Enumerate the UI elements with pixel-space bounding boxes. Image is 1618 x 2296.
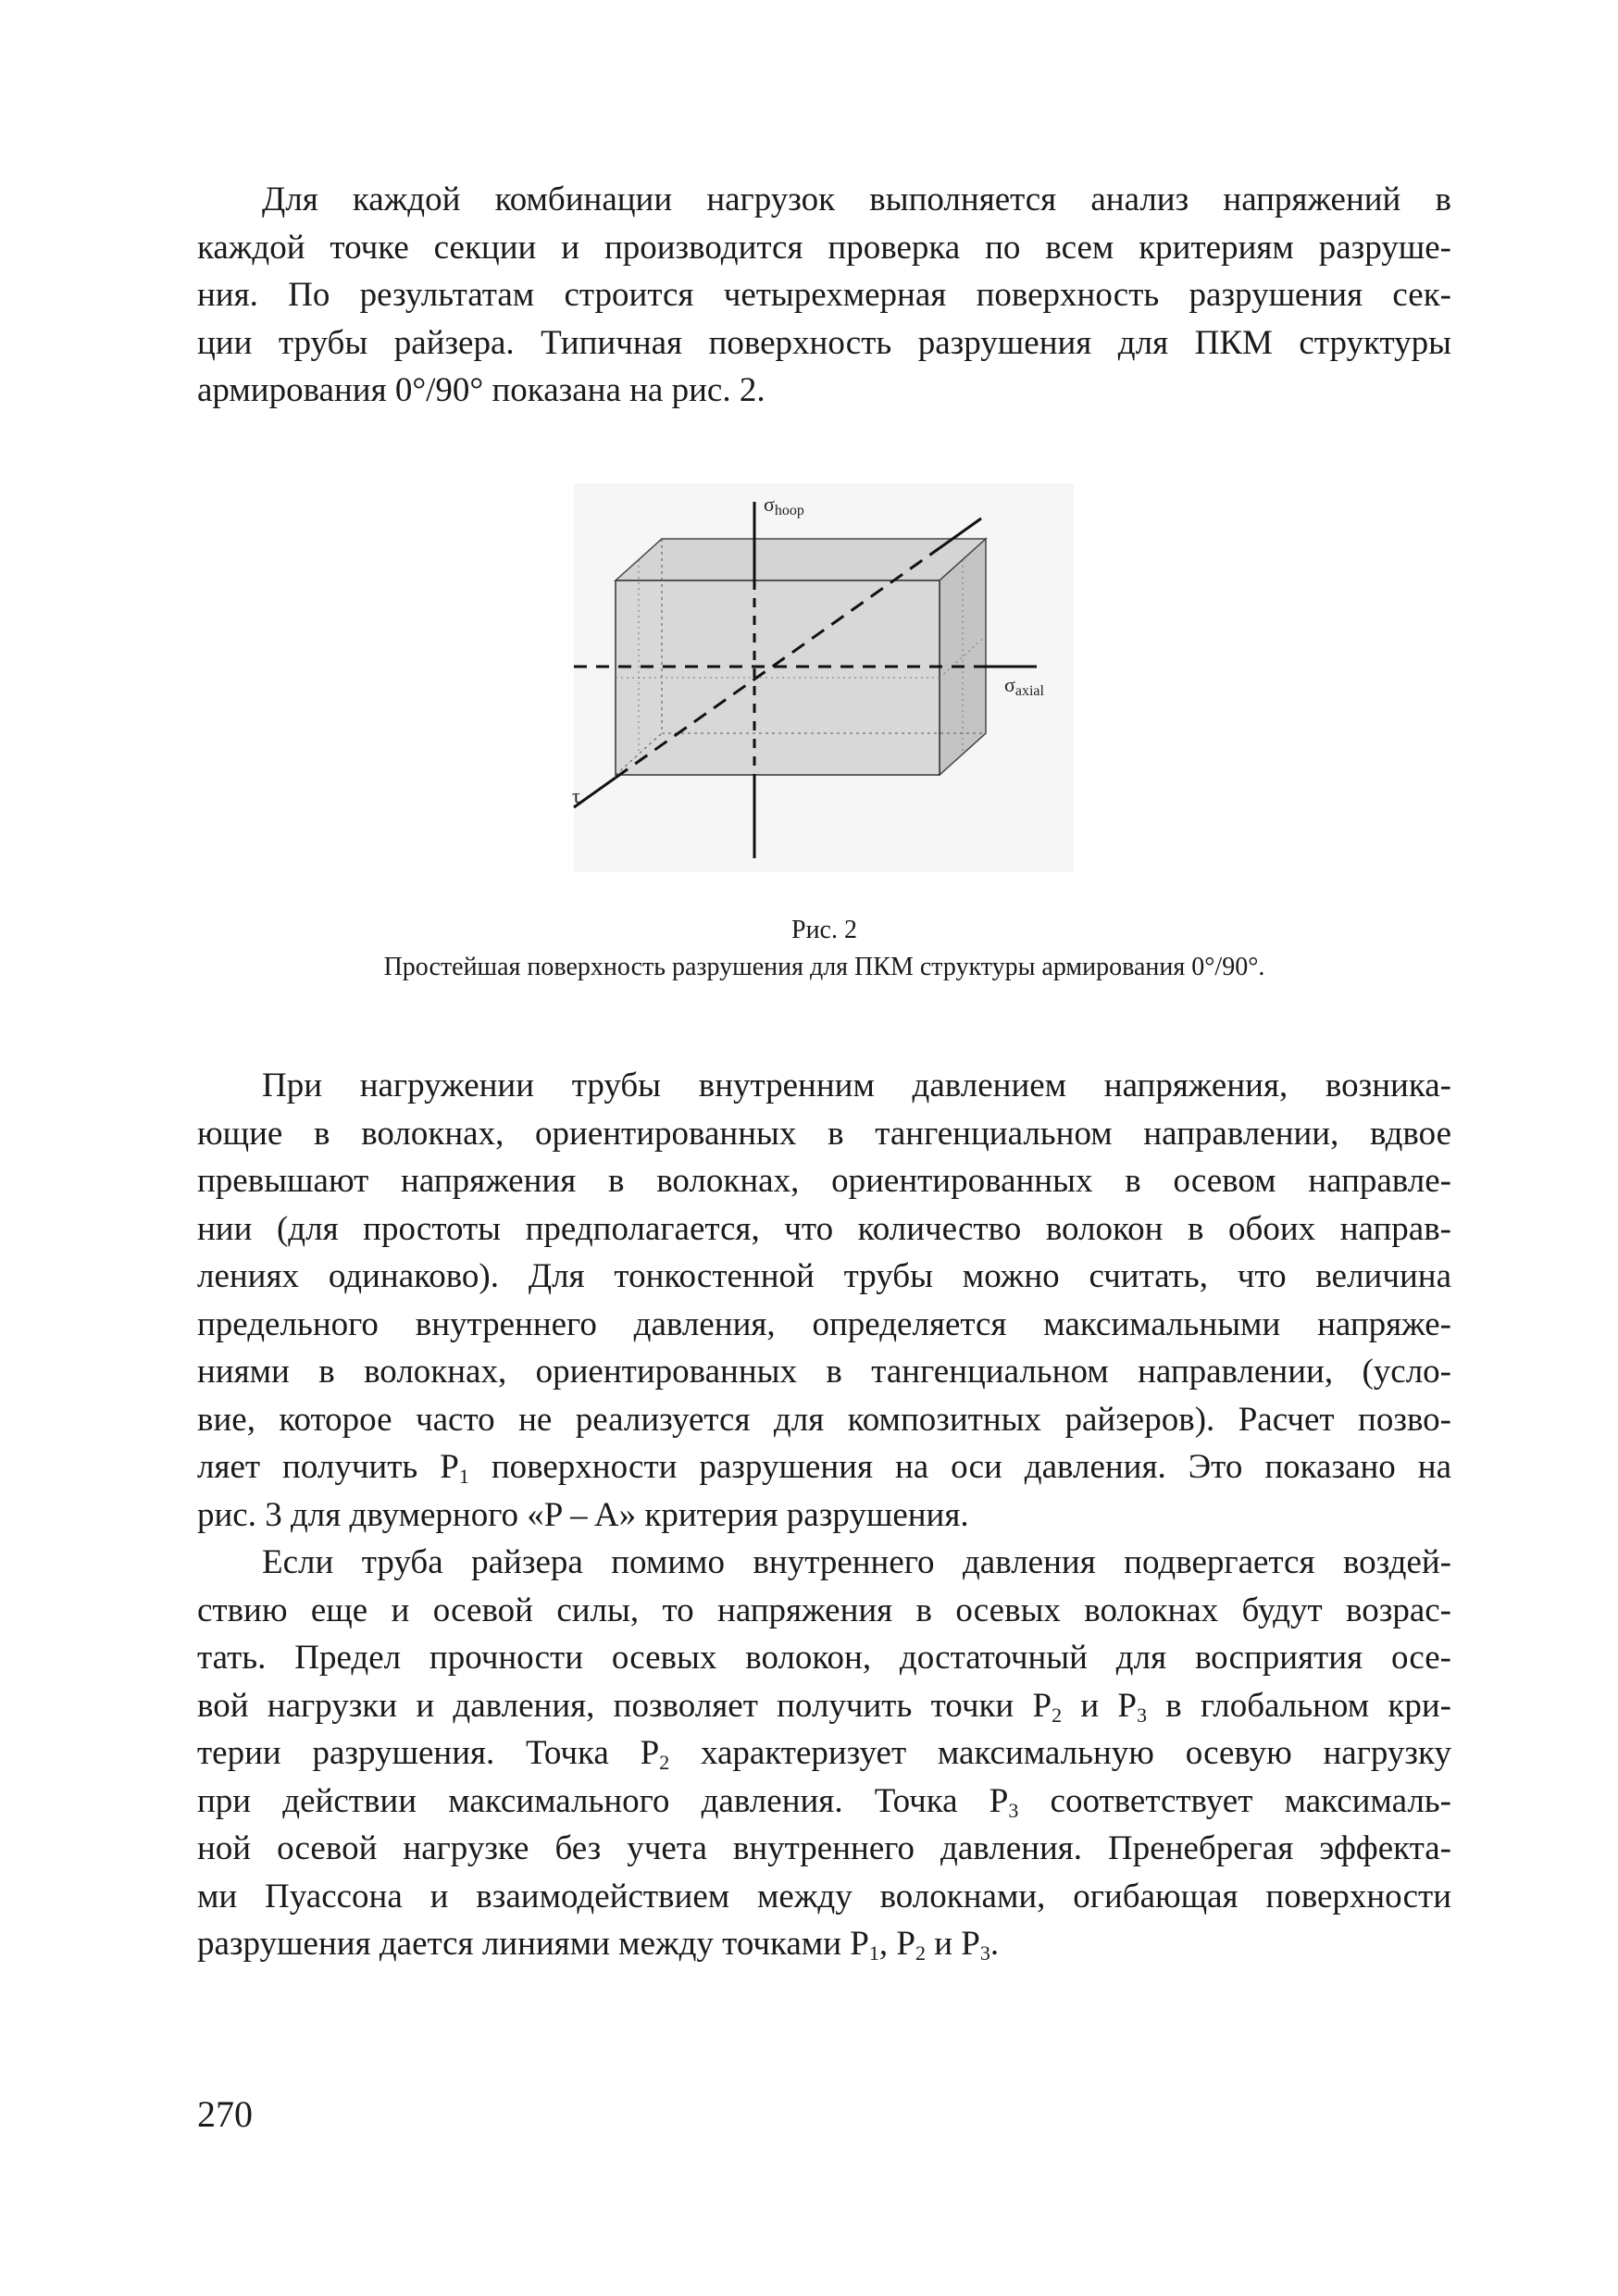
paragraph-line: ющие в волокнах, ориентированных в тангенциальном направлении, вдвое — [197, 1114, 1451, 1153]
text-fragment: соответствует максималь- — [1018, 1781, 1451, 1820]
subscript: 3 — [1008, 1798, 1019, 1822]
paragraph-line: ниями в волокнах, ориентированных в тангенциальном направлении, (усло- — [197, 1353, 1451, 1391]
subscript: 3 — [979, 1941, 990, 1965]
axial-axis-label: σaxial — [1004, 673, 1044, 699]
failure-surface-diagram — [574, 483, 1074, 872]
text-fragment: характеризует максимальную осевую нагрузку — [669, 1734, 1451, 1772]
text-fragment: в глобальном кри- — [1146, 1686, 1451, 1725]
subscript: 2 — [659, 1751, 670, 1774]
paragraph-line: предельного внутреннего давления, определяется максимальными напряже- — [197, 1304, 1451, 1343]
paragraph-line: Для каждой комбинации нагрузок выполняется анализ напряжений в — [262, 181, 1451, 218]
paragraph-3-line — [197, 1729, 1451, 1778]
paragraph-3-line — [197, 1682, 1451, 1730]
figure-caption-number: Рис. 2 — [791, 916, 857, 944]
paragraph-line: При нагружении трубы внутренним давлением напряжения, возника- — [262, 1067, 1451, 1104]
paragraph-line: армирования 0°/90° показана на рис. 2. — [197, 371, 765, 409]
text-fragment: . — [989, 1925, 1000, 1963]
paragraph-3-line: ной осевой нагрузке без учета внутреннего давления. Пренебрегая эффекта- — [197, 1829, 1451, 1867]
paragraph-3-line: ми Пуассона и взаимодействием между волокнами, огибающая поверхности — [197, 1877, 1451, 1915]
subscript: 1 — [458, 1465, 469, 1488]
paragraph-1 — [197, 176, 1451, 415]
paragraph-line: каждой точке секции и производится проверка по всем критериям разруше- — [197, 228, 1451, 267]
text-fragment: ляет получить P — [197, 1448, 459, 1486]
subscript: 3 — [1136, 1703, 1147, 1727]
paragraph-line: вие, которое часто не реализуется для композитных райзеров). Расчет позво- — [197, 1400, 1451, 1439]
text-fragment: разрушения дается линиями между точками P — [197, 1925, 869, 1963]
figure-caption-text: Простейшая поверхность разрушения для ПКМ структуры армирования 0°/90°. — [383, 953, 1265, 981]
text-fragment: терии разрушения. Точка P — [197, 1734, 660, 1772]
paragraph-line: лениях одинаково). Для тонкостенной трубы можно считать, что величина — [197, 1257, 1451, 1295]
text-fragment: вой нагрузки и давления, позволяет получить точки P — [197, 1686, 1052, 1725]
text-fragment: поверхности разрушения на оси давления. Это показано на — [468, 1448, 1451, 1486]
paragraph-3-line — [197, 1778, 1451, 1826]
paragraph-3-line: ствию еще и осевой силы, то напряжения в осевых волокнах будут возрас- — [197, 1591, 1451, 1629]
text-fragment: при действии максимального давления. Точка P — [197, 1781, 1009, 1820]
subscript: 2 — [915, 1941, 926, 1965]
paragraph-line: превышают напряжения в волокнах, ориентированных в осевом направле- — [197, 1162, 1451, 1200]
paragraph-2 — [197, 1062, 1451, 1968]
failure-surface-figure — [574, 483, 1074, 872]
text-fragment: и P — [1062, 1686, 1137, 1725]
paragraph-line: нии (для простоты предполагается, что количество волокон в обоих направ- — [197, 1209, 1451, 1248]
paragraph-line: рис. 3 для двумерного «P – A» критерия разрушения. — [197, 1495, 969, 1534]
tau-axis-label: τ — [572, 784, 580, 807]
paragraph-line — [197, 1443, 1451, 1491]
paragraph-3-line — [197, 1920, 1451, 1968]
box-top-face — [616, 539, 986, 580]
subscript: 2 — [1052, 1703, 1063, 1727]
paragraph-3-line: Если труба райзера помимо внутреннего давления подвергается воздей- — [262, 1543, 1451, 1581]
paragraph-line: ции трубы райзера. Типичная поверхность разрушения для ПКМ структуры — [197, 323, 1451, 362]
hoop-axis-label: σhoop — [764, 493, 804, 518]
text-fragment: , P — [878, 1925, 915, 1963]
page-number: 270 — [197, 2093, 253, 2135]
text-fragment: и P — [925, 1925, 980, 1963]
paragraph-line: ния. По результатам строится четырехмерная поверхность разрушения сек- — [197, 276, 1451, 314]
paragraph-3-line: тать. Предел прочности осевых волокон, достаточный для восприятия осе- — [197, 1639, 1451, 1677]
subscript: 1 — [868, 1941, 879, 1965]
